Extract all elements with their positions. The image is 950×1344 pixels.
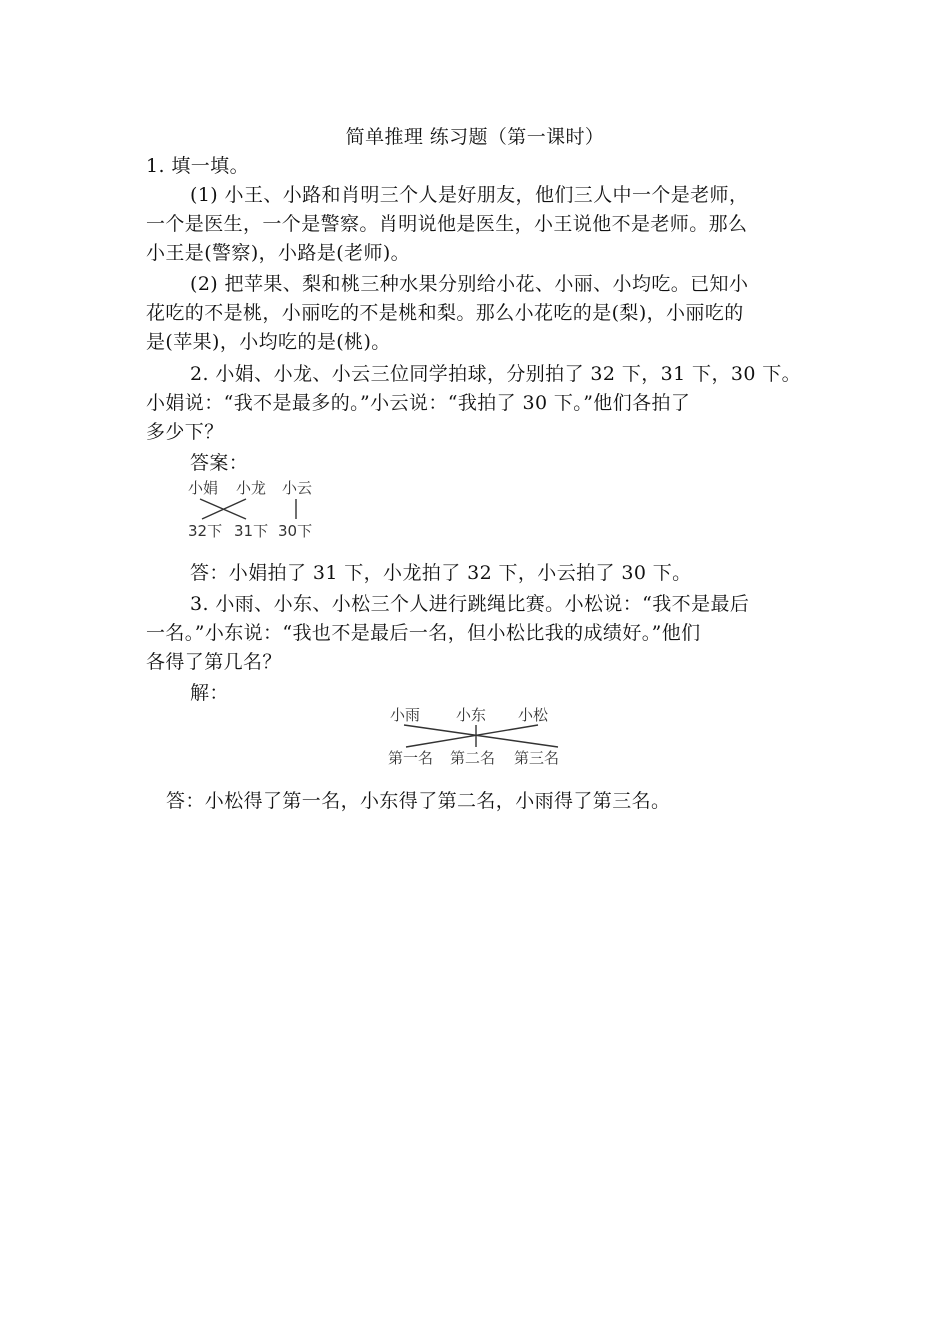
q2-bottom-count-1: 32下 [188,522,223,540]
q3-ranking-diagram [388,705,573,769]
page-title: 简单推理 练习题（第一课时） [345,126,605,148]
q3-top-name-2: 小东 [456,706,487,724]
q2-top-name-3: 小云 [282,479,313,497]
q1-p1-line-1: (1) 小王、小路和肖明三个人是好朋友，他们三人中一个是老师， [190,184,749,206]
q2-line-1: 2. 小娟、小龙、小云三位同学拍球，分别拍了 32 下，31 下，30 下。 [190,363,802,385]
q2-top-name-1: 小娟 [188,479,219,497]
q3-bottom-rank-3: 第三名 [514,749,560,767]
q3-top-name-1: 小雨 [390,706,421,724]
q2-top-name-2: 小龙 [236,479,267,497]
q1-p1-line-2: 一个是医生，一个是警察。肖明说他是医生，小王说他不是老师。那么 [146,213,748,235]
q3-bottom-rank-1: 第一名 [388,749,434,767]
q2-bottom-count-3: 30下 [278,522,313,540]
q3-solution-label: 解： [190,682,229,704]
q2-answer-label: 答案： [190,452,249,474]
q3-bottom-rank-2: 第二名 [450,749,496,767]
q1-p2-line-3: 是(苹果)，小均吃的是(桃)。 [146,331,391,353]
q1-p2-line-2: 花吃的不是桃，小丽吃的不是桃和梨。那么小花吃的是(梨)，小丽吃的 [146,302,744,324]
q1-heading: 1. 填一填。 [146,155,249,177]
q2-line-3: 多少下？ [146,421,224,443]
q1-p2-line-1: (2) 把苹果、梨和桃三种水果分别给小花、小丽、小均吃。已知小 [190,273,749,295]
q3-line-3: 各得了第几名？ [146,651,282,673]
q3-top-name-3: 小松 [518,706,549,724]
q3-line-2: 一名。”小东说：“我也不是最后一名，但小松比我的成绩好。”他们 [146,622,701,644]
q3-line-1: 3. 小雨、小东、小松三个人进行跳绳比赛。小松说：“我不是最后 [190,593,750,615]
q1-p1-line-3: 小王是(警察)，小路是(老师)。 [146,242,411,264]
q2-line-2: 小娟说：“我不是最多的。”小云说：“我拍了 30 下。”他们各拍了 [146,392,691,414]
q3-answer: 答：小松得了第一名，小东得了第二名，小雨得了第三名。 [166,790,671,812]
q2-answer: 答：小娟拍了 31 下，小龙拍了 32 下，小云拍了 30 下。 [190,562,692,584]
q2-matching-diagram [186,478,326,542]
q2-bottom-count-2: 31下 [234,522,269,540]
